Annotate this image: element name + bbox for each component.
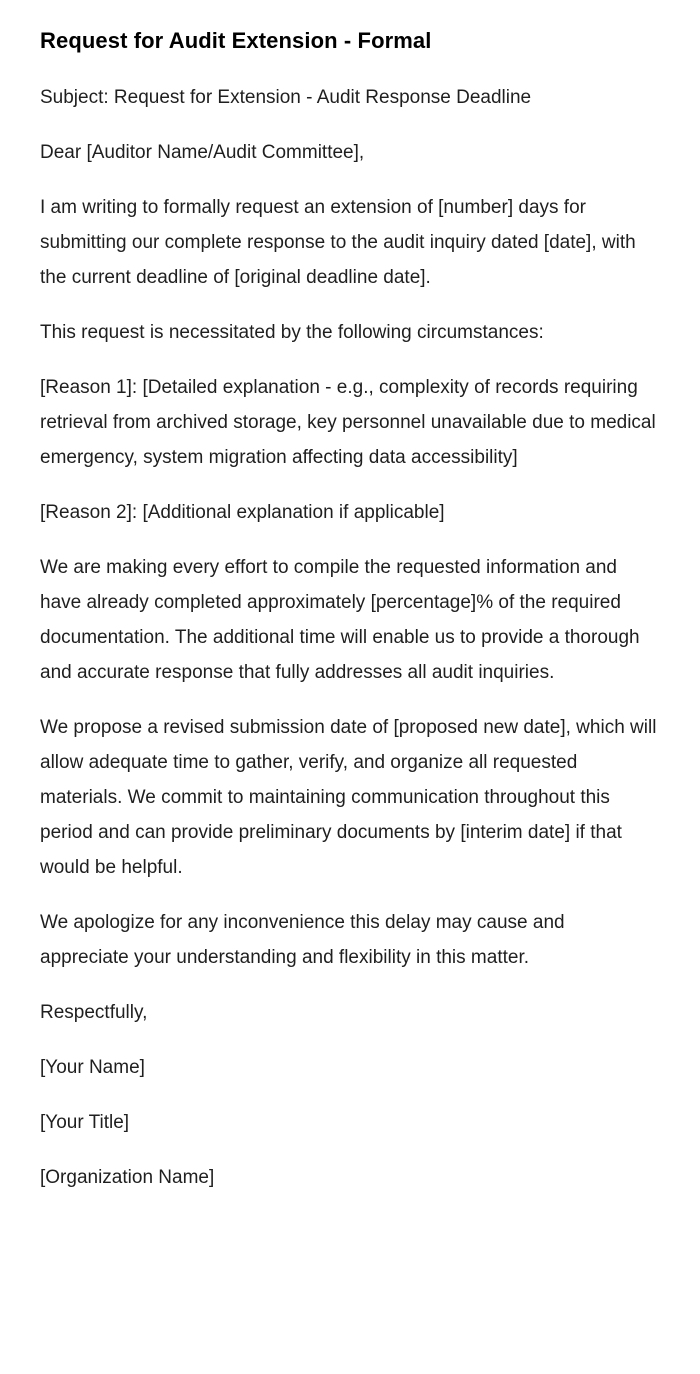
- paragraph: Dear [Auditor Name/Audit Committee],: [40, 142, 365, 163]
- paragraph: [Organization Name]: [40, 1167, 215, 1188]
- paragraph: Subject: Request for Extension - Audit Response Deadline: [40, 87, 532, 108]
- paragraph: We are making every effort to compile the requested information and have already completed approximately [percentage]% of the required documentation. The additional time will enable us to provide a thorough and accurate response that fully addresses all audit inquiries.: [40, 557, 640, 683]
- paragraph: [Reason 1]: [Detailed explanation - e.g., complexity of records requiring retrieval from archived storage, key personnel unavailable due to medical emergency, system migration affecting data accessibility]: [40, 377, 656, 468]
- letter-body: [40, 80, 658, 1195]
- paragraph: [Reason 2]: [Additional explanation if applicable]: [40, 502, 445, 523]
- paragraph: We propose a revised submission date of [proposed new date], which will allow adequate time to gather, verify, and organize all requested materials. We commit to maintaining communication throughout this period and can provide preliminary documents by [interim date] if that would be helpful.: [40, 717, 657, 878]
- paragraph: We apologize for any inconvenience this delay may cause and appreciate your understanding and flexibility in this matter.: [40, 912, 565, 968]
- paragraph: Respectfully,: [40, 1002, 148, 1023]
- paragraph: [Your Title]: [40, 1112, 130, 1133]
- paragraph: I am writing to formally request an extension of [number] days for submitting our complete response to the audit inquiry dated [date], with the current deadline of [original deadline date].: [40, 197, 636, 288]
- paragraph: This request is necessitated by the following circumstances:: [40, 322, 544, 343]
- paragraph: [Your Name]: [40, 1057, 145, 1078]
- page-title: Request for Audit Extension - Formal: [40, 28, 432, 53]
